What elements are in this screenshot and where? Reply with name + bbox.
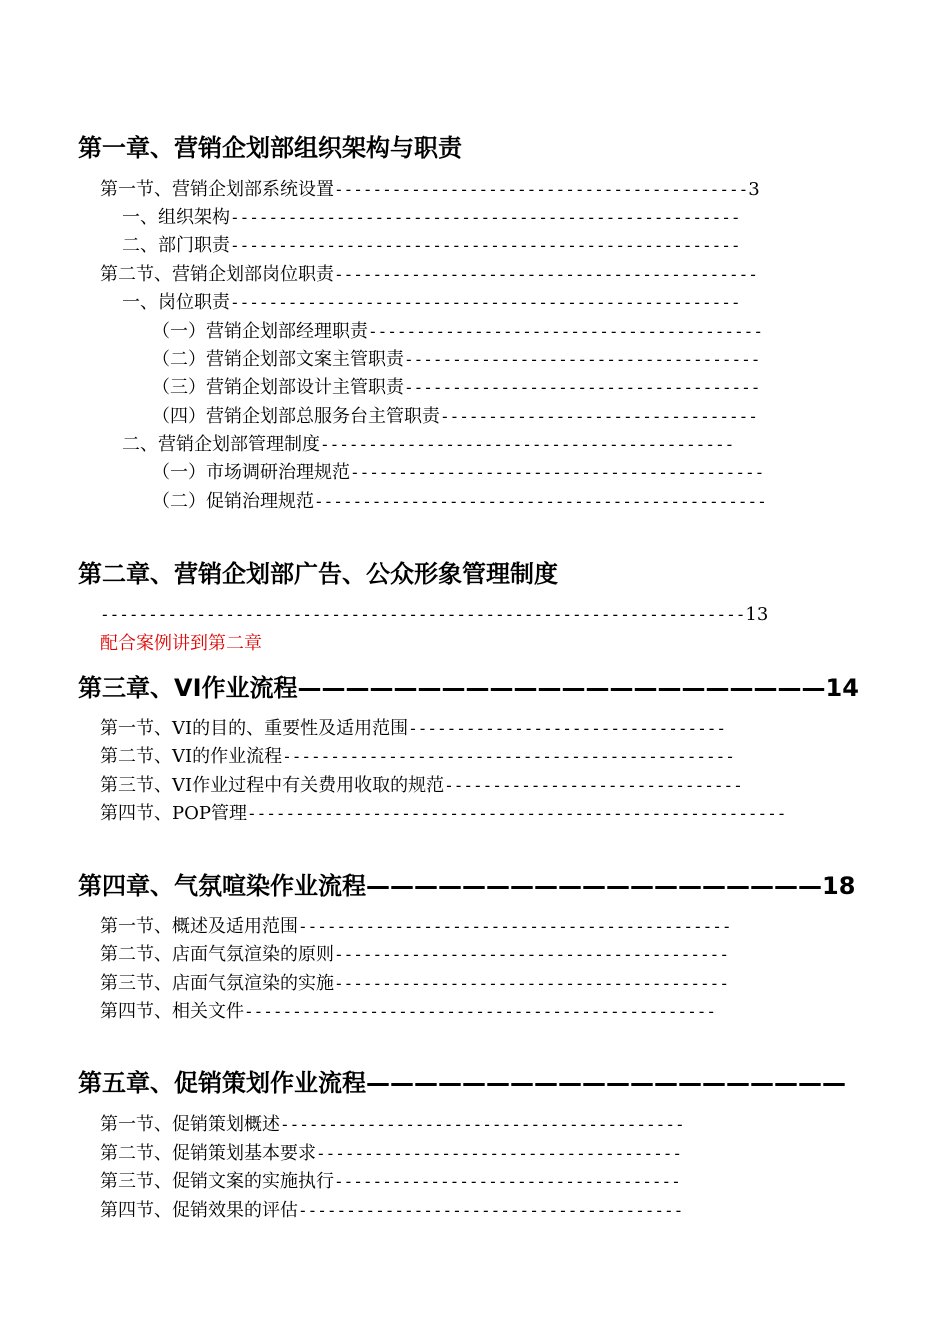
toc-leader: ----------------------------------------- xyxy=(334,945,729,964)
toc-entry[interactable] xyxy=(100,178,760,202)
toc-entry[interactable] xyxy=(100,1199,683,1223)
toc-entry-text: 第二节、促销策划基本要求 xyxy=(100,1143,316,1164)
toc-entry[interactable] xyxy=(122,433,734,457)
annotation-note: 配合案例讲到第二章 xyxy=(100,633,262,654)
toc-leader: -------------------------------------- xyxy=(316,1144,683,1163)
toc-entry[interactable] xyxy=(100,1000,716,1024)
toc-entry-text: 二、营销企划部管理制度 xyxy=(122,434,320,455)
chapter-title: 第三章、VI作业流程 xyxy=(78,674,298,702)
toc-page-number: 13 xyxy=(745,604,769,625)
toc-entry-text: 二、部门职责 xyxy=(122,235,230,256)
toc-entry-text: 第一节、概述及适用范围 xyxy=(100,916,298,937)
toc-entry-text: （四）营销企划部总服务台主管职责 xyxy=(152,406,440,427)
toc-entry[interactable] xyxy=(100,943,729,967)
toc-leader: --------------------------------- xyxy=(408,719,726,738)
toc-entry-text: （一）营销企划部经理职责 xyxy=(152,321,368,342)
toc-page-number: 18 xyxy=(822,872,856,900)
toc-leader: ------------------------------------- xyxy=(404,350,761,369)
toc-entry-text: （二）营销企划部文案主管职责 xyxy=(152,349,404,370)
toc-entry[interactable] xyxy=(100,745,735,769)
toc-entry-text: 第三节、促销文案的实施执行 xyxy=(100,1171,334,1192)
toc-page-number: 14 xyxy=(825,674,859,702)
toc-leader: ----------------------------------------------------- xyxy=(230,236,741,255)
toc-leader: ------------------------------------------------- xyxy=(244,1002,717,1021)
toc-entry-text: （一）市场调研治理规范 xyxy=(152,462,350,483)
toc-entry[interactable] xyxy=(100,774,743,798)
toc-page-number: 3 xyxy=(748,179,760,200)
toc-entry[interactable] xyxy=(152,461,764,485)
chapter-2-heading: 第二章、营销企划部广告、公众形象管理制度 xyxy=(78,560,558,588)
toc-entry-text: 第二节、VI的作业流程 xyxy=(100,746,283,767)
toc-leader: ——————————————————— xyxy=(366,872,822,900)
toc-leader: ----------------------------------------------- xyxy=(282,747,735,766)
toc-leader: ------------------------------- xyxy=(444,776,743,795)
toc-leader: ---------------------------------------- xyxy=(298,1201,684,1220)
toc-entry[interactable] xyxy=(122,291,741,315)
toc-entry[interactable] xyxy=(152,320,763,344)
toc-entry[interactable] xyxy=(100,717,726,741)
toc-leader: ----------------------------------------- xyxy=(334,974,729,993)
toc-entry[interactable] xyxy=(100,1113,685,1137)
toc-entry[interactable] xyxy=(100,972,729,996)
toc-leader: ------------------------------------ xyxy=(334,1172,681,1191)
toc-leader: --------------------------------------------- xyxy=(298,917,732,936)
toc-leader: ———————————————————— xyxy=(366,1069,846,1097)
toc-leader: ----------------------------------------------------- xyxy=(230,208,741,227)
toc-leader: -------------------------------------------------------- xyxy=(246,804,787,823)
toc-entry-text: 第四节、促销效果的评估 xyxy=(100,1200,298,1221)
toc-entry[interactable] xyxy=(152,490,767,514)
toc-entry-text: 第一节、促销策划概述 xyxy=(100,1114,280,1135)
toc-entry-text: 一、岗位职责 xyxy=(122,292,230,313)
toc-leader: —————————————————————— xyxy=(297,674,826,702)
toc-entry[interactable] xyxy=(100,915,731,939)
chapter-4-heading[interactable] xyxy=(78,871,855,901)
toc-entry[interactable] xyxy=(122,206,741,230)
toc-leader: ------------------------------------------------------------------- xyxy=(100,605,746,624)
toc-entry-text: 第一节、VI的目的、重要性及适用范围 xyxy=(100,718,409,739)
toc-entry[interactable] xyxy=(100,1170,681,1194)
toc-leader: ----------------------------------------------------- xyxy=(230,293,741,312)
toc-leader: ------------------------------------- xyxy=(404,378,761,397)
toc-entry-text: 第三节、VI作业过程中有关费用收取的规范 xyxy=(100,775,445,796)
toc-entry-text: 一、组织架构 xyxy=(122,207,230,228)
toc-entry-text: 第四节、相关文件 xyxy=(100,1001,244,1022)
toc-leader: -------------------------------------------- xyxy=(334,265,758,284)
toc-entry[interactable] xyxy=(152,376,760,400)
chapter-title: 第五章、促销策划作业流程 xyxy=(78,1069,366,1097)
toc-entry[interactable] xyxy=(100,802,786,826)
toc-leader: ------------------------------------------ xyxy=(280,1115,685,1134)
toc-leader: ------------------------------------------- xyxy=(350,463,765,482)
chapter-3-heading[interactable] xyxy=(78,673,859,703)
toc-entry-text: （三）营销企划部设计主管职责 xyxy=(152,377,404,398)
toc-entry[interactable] xyxy=(152,405,758,429)
toc-entry-text: 第三节、店面气氛渲染的实施 xyxy=(100,973,334,994)
toc-entry-text: 第四节、POP管理 xyxy=(100,803,247,824)
toc-entry[interactable] xyxy=(152,348,760,372)
toc-entry[interactable] xyxy=(122,234,741,258)
toc-entry-text: 第二节、营销企划部岗位职责 xyxy=(100,264,334,285)
chapter-5-heading[interactable] xyxy=(78,1068,846,1098)
toc-leader: ----------------------------------------------- xyxy=(314,492,767,511)
toc-entry-text: 第一节、营销企划部系统设置 xyxy=(100,179,334,200)
chapter-title: 第四章、气氛喧染作业流程 xyxy=(78,872,366,900)
toc-entry[interactable] xyxy=(100,1142,682,1166)
toc-leader: --------------------------------- xyxy=(440,407,758,426)
toc-entry[interactable] xyxy=(100,263,758,287)
toc-leader: ----------------------------------------- xyxy=(368,322,763,341)
toc-entry-text: 第二节、店面气氛渲染的原则 xyxy=(100,944,334,965)
toc-entry-text: （二）促销治理规范 xyxy=(152,491,314,512)
chapter-1-heading: 第一章、营销企划部组织架构与职责 xyxy=(78,134,462,162)
toc-entry[interactable] xyxy=(100,603,768,627)
toc-leader: ------------------------------------------- xyxy=(320,435,735,454)
toc-leader: ------------------------------------------- xyxy=(334,180,749,199)
